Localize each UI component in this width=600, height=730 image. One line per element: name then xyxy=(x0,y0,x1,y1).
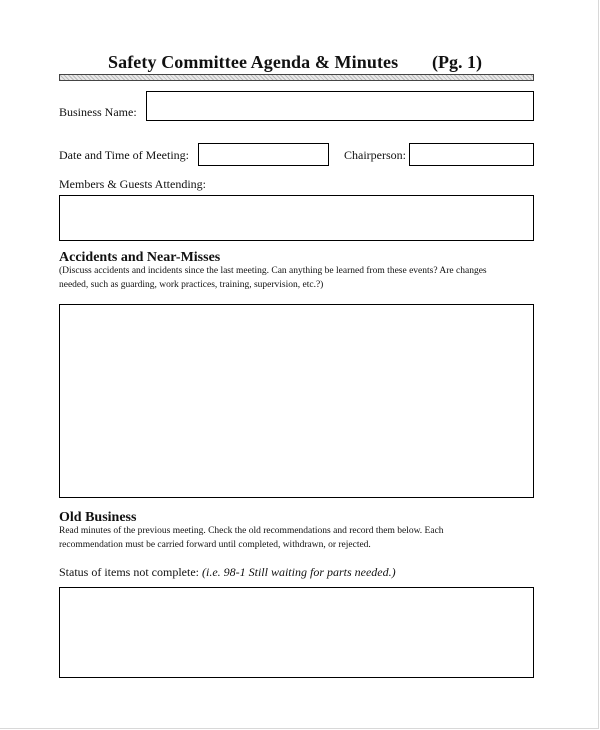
page-title: Safety Committee Agenda & Minutes xyxy=(108,52,399,72)
old-business-instructions xyxy=(59,525,529,552)
date-time-label: Date and Time of Meeting: xyxy=(59,148,189,162)
status-label: Status of items not complete: xyxy=(59,565,199,579)
accidents-instructions-line-1: (Discuss accidents and incidents since the last meeting. Can anything be learned from these events? Are changes xyxy=(59,266,487,276)
status-line xyxy=(59,565,534,580)
old-business-instructions-line-2: recommendation must be carried forward until completed, withdrawn, or rejected. xyxy=(59,539,371,550)
business-name-label: Business Name: xyxy=(59,105,137,119)
title-divider xyxy=(59,74,534,81)
status-response-field[interactable] xyxy=(59,587,534,678)
page-number: (Pg. 1) xyxy=(432,52,482,72)
accidents-instructions xyxy=(59,265,529,292)
business-name-field[interactable] xyxy=(146,91,534,121)
accidents-heading: Accidents and Near-Misses xyxy=(59,250,221,265)
chairperson-label: Chairperson: xyxy=(344,148,406,162)
accidents-response-field[interactable] xyxy=(59,304,534,498)
chairperson-field[interactable] xyxy=(409,143,534,166)
members-label: Members & Guests Attending: xyxy=(59,177,206,191)
old-business-instructions-line-1: Read minutes of the previous meeting. Check the old recommendations and record them below. Each xyxy=(59,526,444,536)
accidents-instructions-line-2: needed, such as guarding, work practices, training, supervision, etc.?) xyxy=(59,279,324,290)
date-time-field[interactable] xyxy=(198,143,329,166)
old-business-heading: Old Business xyxy=(59,510,137,525)
members-field[interactable] xyxy=(59,195,534,241)
status-example: (i.e. 98-1 Still waiting for parts needed.) xyxy=(201,565,396,579)
